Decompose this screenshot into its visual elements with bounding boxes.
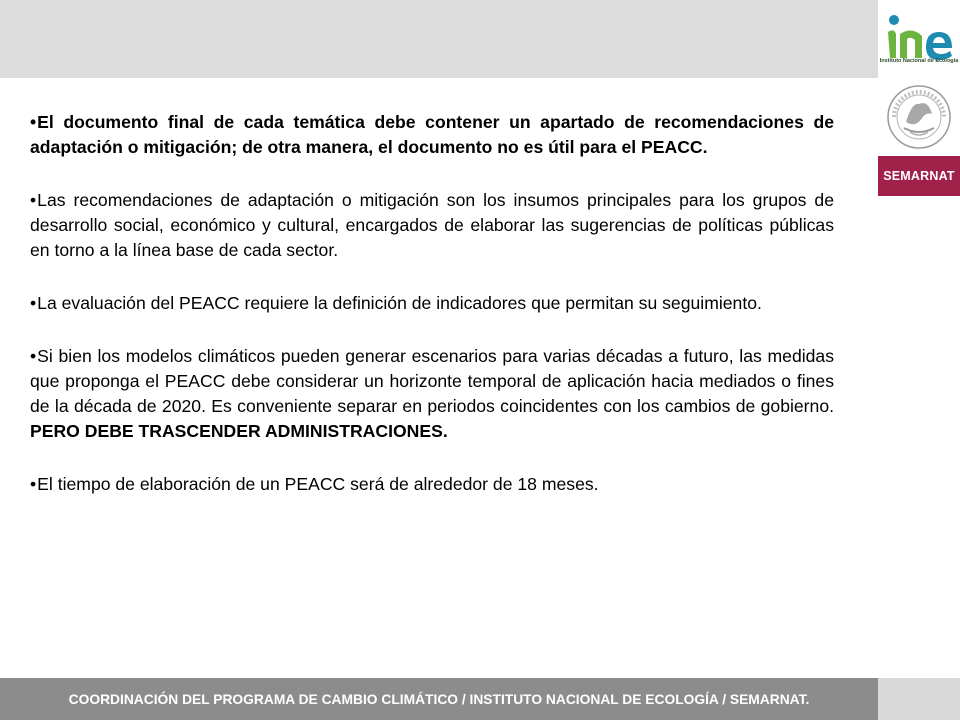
bullet: • (30, 112, 37, 132)
ine-logo-dot (889, 15, 899, 25)
semarnat-label: SEMARNAT (883, 169, 955, 183)
logo-panel (878, 0, 960, 720)
ine-logo-e (926, 32, 952, 60)
bullet: • (30, 346, 37, 366)
paragraph-1 (30, 110, 834, 160)
ine-logo-n (900, 30, 922, 58)
slide-content (30, 110, 834, 525)
ine-subtitle: Instituto Nacional de Ecología (879, 58, 959, 64)
mexico-seal-icon (886, 84, 952, 150)
paragraph-1-text: El documento final de cada temática debe contener un apartado de recomendaciones de adaptación o mitigación; de otra manera, el documento no es útil para el PEACC. (30, 112, 834, 157)
paragraph-4 (30, 344, 834, 444)
paragraph-5 (30, 472, 834, 497)
paragraph-3 (30, 291, 834, 316)
bullet: • (30, 474, 37, 494)
paragraph-4-text: Si bien los modelos climáticos pueden generar escenarios para varias décadas a futuro, las medidas que proponga el PEACC debe considerar un horizonte temporal de aplicación hacia mediados o fines de la década de 2020. Es conveniente separar en periodos coincidentes con los cambios de gobierno. (30, 346, 834, 416)
bullet: • (30, 190, 37, 210)
header-band (0, 0, 878, 78)
footer-text: COORDINACIÓN DEL PROGRAMA DE CAMBIO CLIMÁTICO / INSTITUTO NACIONAL DE ECOLOGÍA / SEMARNAT. (68, 691, 810, 707)
semarnat-logo (878, 156, 960, 196)
ine-logo-i (888, 30, 896, 58)
paragraph-2 (30, 188, 834, 263)
paragraph-4-emphasis: PERO DEBE TRASCENDER ADMINISTRACIONES. (30, 421, 448, 441)
paragraph-2-text: Las recomendaciones de adaptación o mitigación son los insumos principales para los grupos de desarrollo social, económico y cultural, encargados de elaborar las sugerencias de políticas públicas en torno a la línea base de cada sector. (30, 190, 834, 260)
bullet: • (30, 293, 37, 313)
paragraph-3-text: La evaluación del PEACC requiere la definición de indicadores que permitan su seguimiento. (37, 293, 762, 313)
ine-logo (882, 10, 956, 76)
footer-corner (878, 678, 960, 720)
footer-bar (0, 678, 878, 720)
paragraph-5-text: El tiempo de elaboración de un PEACC será de alrededor de 18 meses. (37, 474, 599, 494)
